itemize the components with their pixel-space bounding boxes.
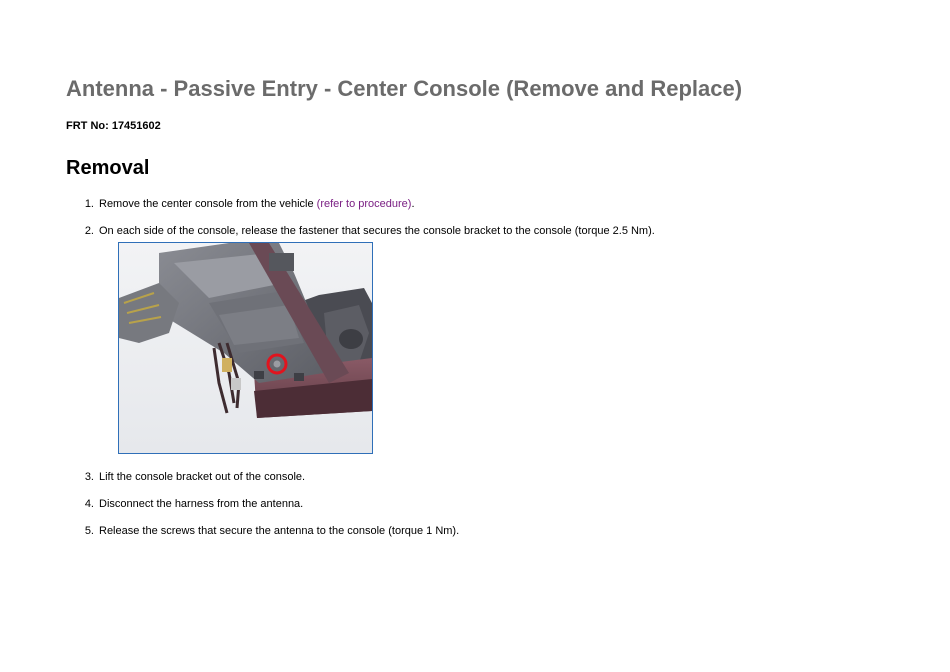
step-item-5 [80,524,900,538]
console-photo-icon [119,243,372,453]
step-number: 4. [84,498,94,510]
step-text: Release the screws that secure the antenna to the console (torque 1 Nm). [99,525,460,537]
step-number: 1. [84,198,94,210]
step-number: 5. [84,525,94,537]
step-text: On each side of the console, release the fastener that secures the console bracket to the console (torque 2.5 Nm). [99,225,655,237]
section-title-removal: Removal [66,157,150,179]
step-text-suffix: . [411,198,415,210]
document-title: Antenna - Passive Entry - Center Console (Remove and Replace) [66,76,743,101]
step-text: Disconnect the harness from the antenna. [99,498,304,510]
step-number: 3. [84,471,94,483]
step-text: Remove the center console from the vehicle [99,198,317,210]
console-bracket-photo [118,242,373,454]
frt-number: FRT No: 17451602 [66,120,161,132]
step-item-1 [80,197,900,211]
step-item-2 [80,224,900,454]
refer-to-procedure-link[interactable]: (refer to procedure) [316,198,412,210]
removal-steps-list [80,197,900,538]
step-number: 2. [84,225,94,237]
step-item-3 [80,470,900,484]
step-text: Lift the console bracket out of the console. [99,471,306,483]
step-item-4 [80,497,900,511]
